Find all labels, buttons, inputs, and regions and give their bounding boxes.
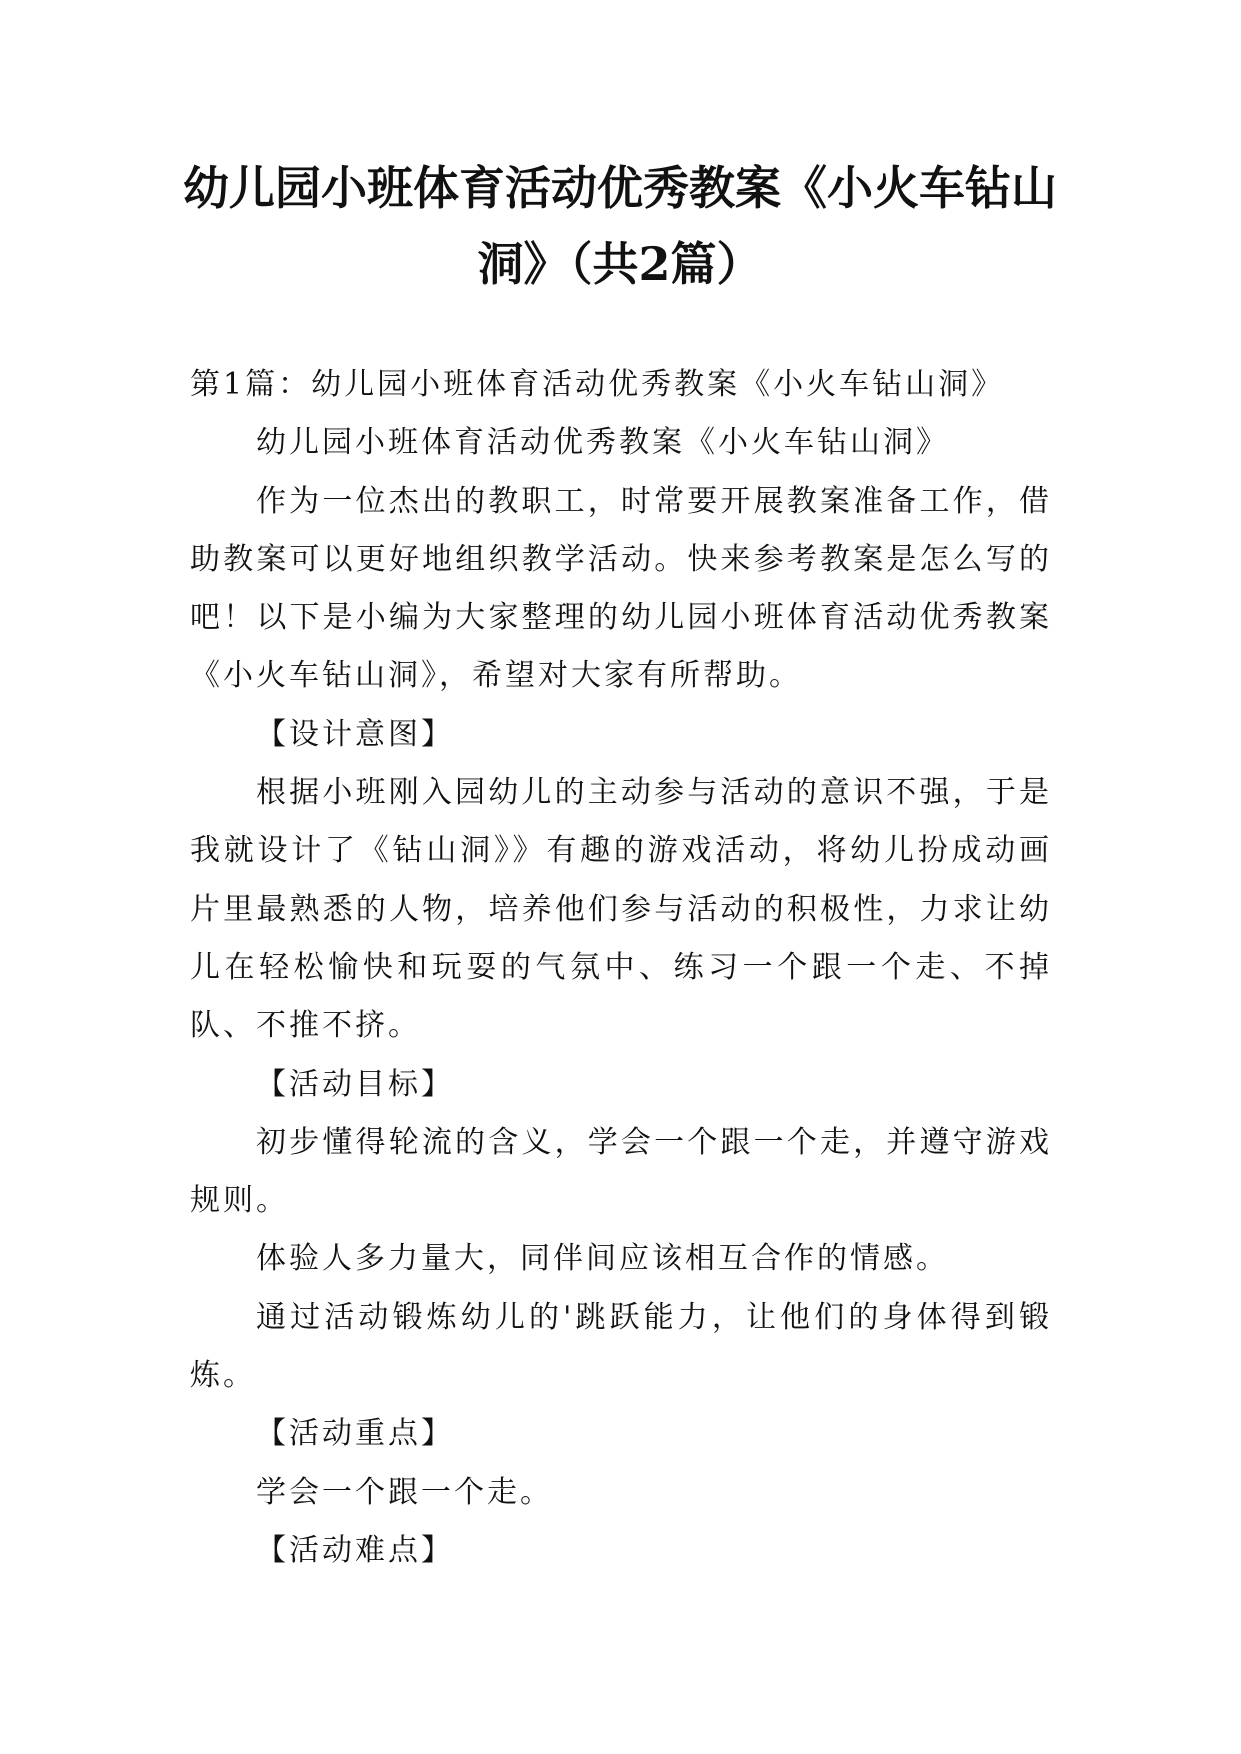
paragraph-subtitle: 幼儿园小班体育活动优秀教案《小火车钻山洞》 bbox=[256, 425, 949, 461]
section-heading-objectives: 【活动目标】 bbox=[256, 1066, 454, 1102]
paragraph-intro: 作为一位杰出的教职工，时常要开展教案准备工作，借助教案可以更好地组织教学活动。快来参考教案是怎么写的吧！以下是小编为大家整理的幼儿园小班体育活动优秀教案《小火车钻山洞》，希望对大家有所帮助。 bbox=[190, 483, 1052, 694]
paragraph-key-point: 学会一个跟一个走。 bbox=[256, 1474, 553, 1510]
paragraph-part-heading: 第1篇：幼儿园小班体育活动优秀教案《小火车钻山洞》 bbox=[190, 367, 1005, 402]
paragraph-objective-3: 通过活动锻炼幼儿的'跳跃能力，让他们的身体得到锻炼。 bbox=[190, 1299, 1052, 1394]
section-heading-difficulty: 【活动难点】 bbox=[256, 1532, 454, 1568]
document-title: 幼儿园小班体育活动优秀教案《小火车钻山洞》（共2篇） bbox=[183, 161, 1057, 291]
paragraph-objective-1: 初步懂得轮流的含义，学会一个跟一个走，并遵守游戏规则。 bbox=[190, 1124, 1052, 1219]
section-heading-key-point: 【活动重点】 bbox=[256, 1416, 454, 1452]
document-body bbox=[190, 356, 1052, 1580]
paragraph-objective-2: 体验人多力量大，同伴间应该相互合作的情感。 bbox=[256, 1241, 949, 1277]
section-heading-design-intent: 【设计意图】 bbox=[256, 716, 454, 752]
paragraph-design-intent: 根据小班刚入园幼儿的主动参与活动的意识不强，于是我就设计了《钻山洞》》有趣的游戏活动，将幼儿扮成动画片里最熟悉的人物，培养他们参与活动的积极性，力求让幼儿在轻松愉快和玩耍的气氛中、练习一个跟一个走、不掉队、不推不挤。 bbox=[190, 775, 1052, 1044]
